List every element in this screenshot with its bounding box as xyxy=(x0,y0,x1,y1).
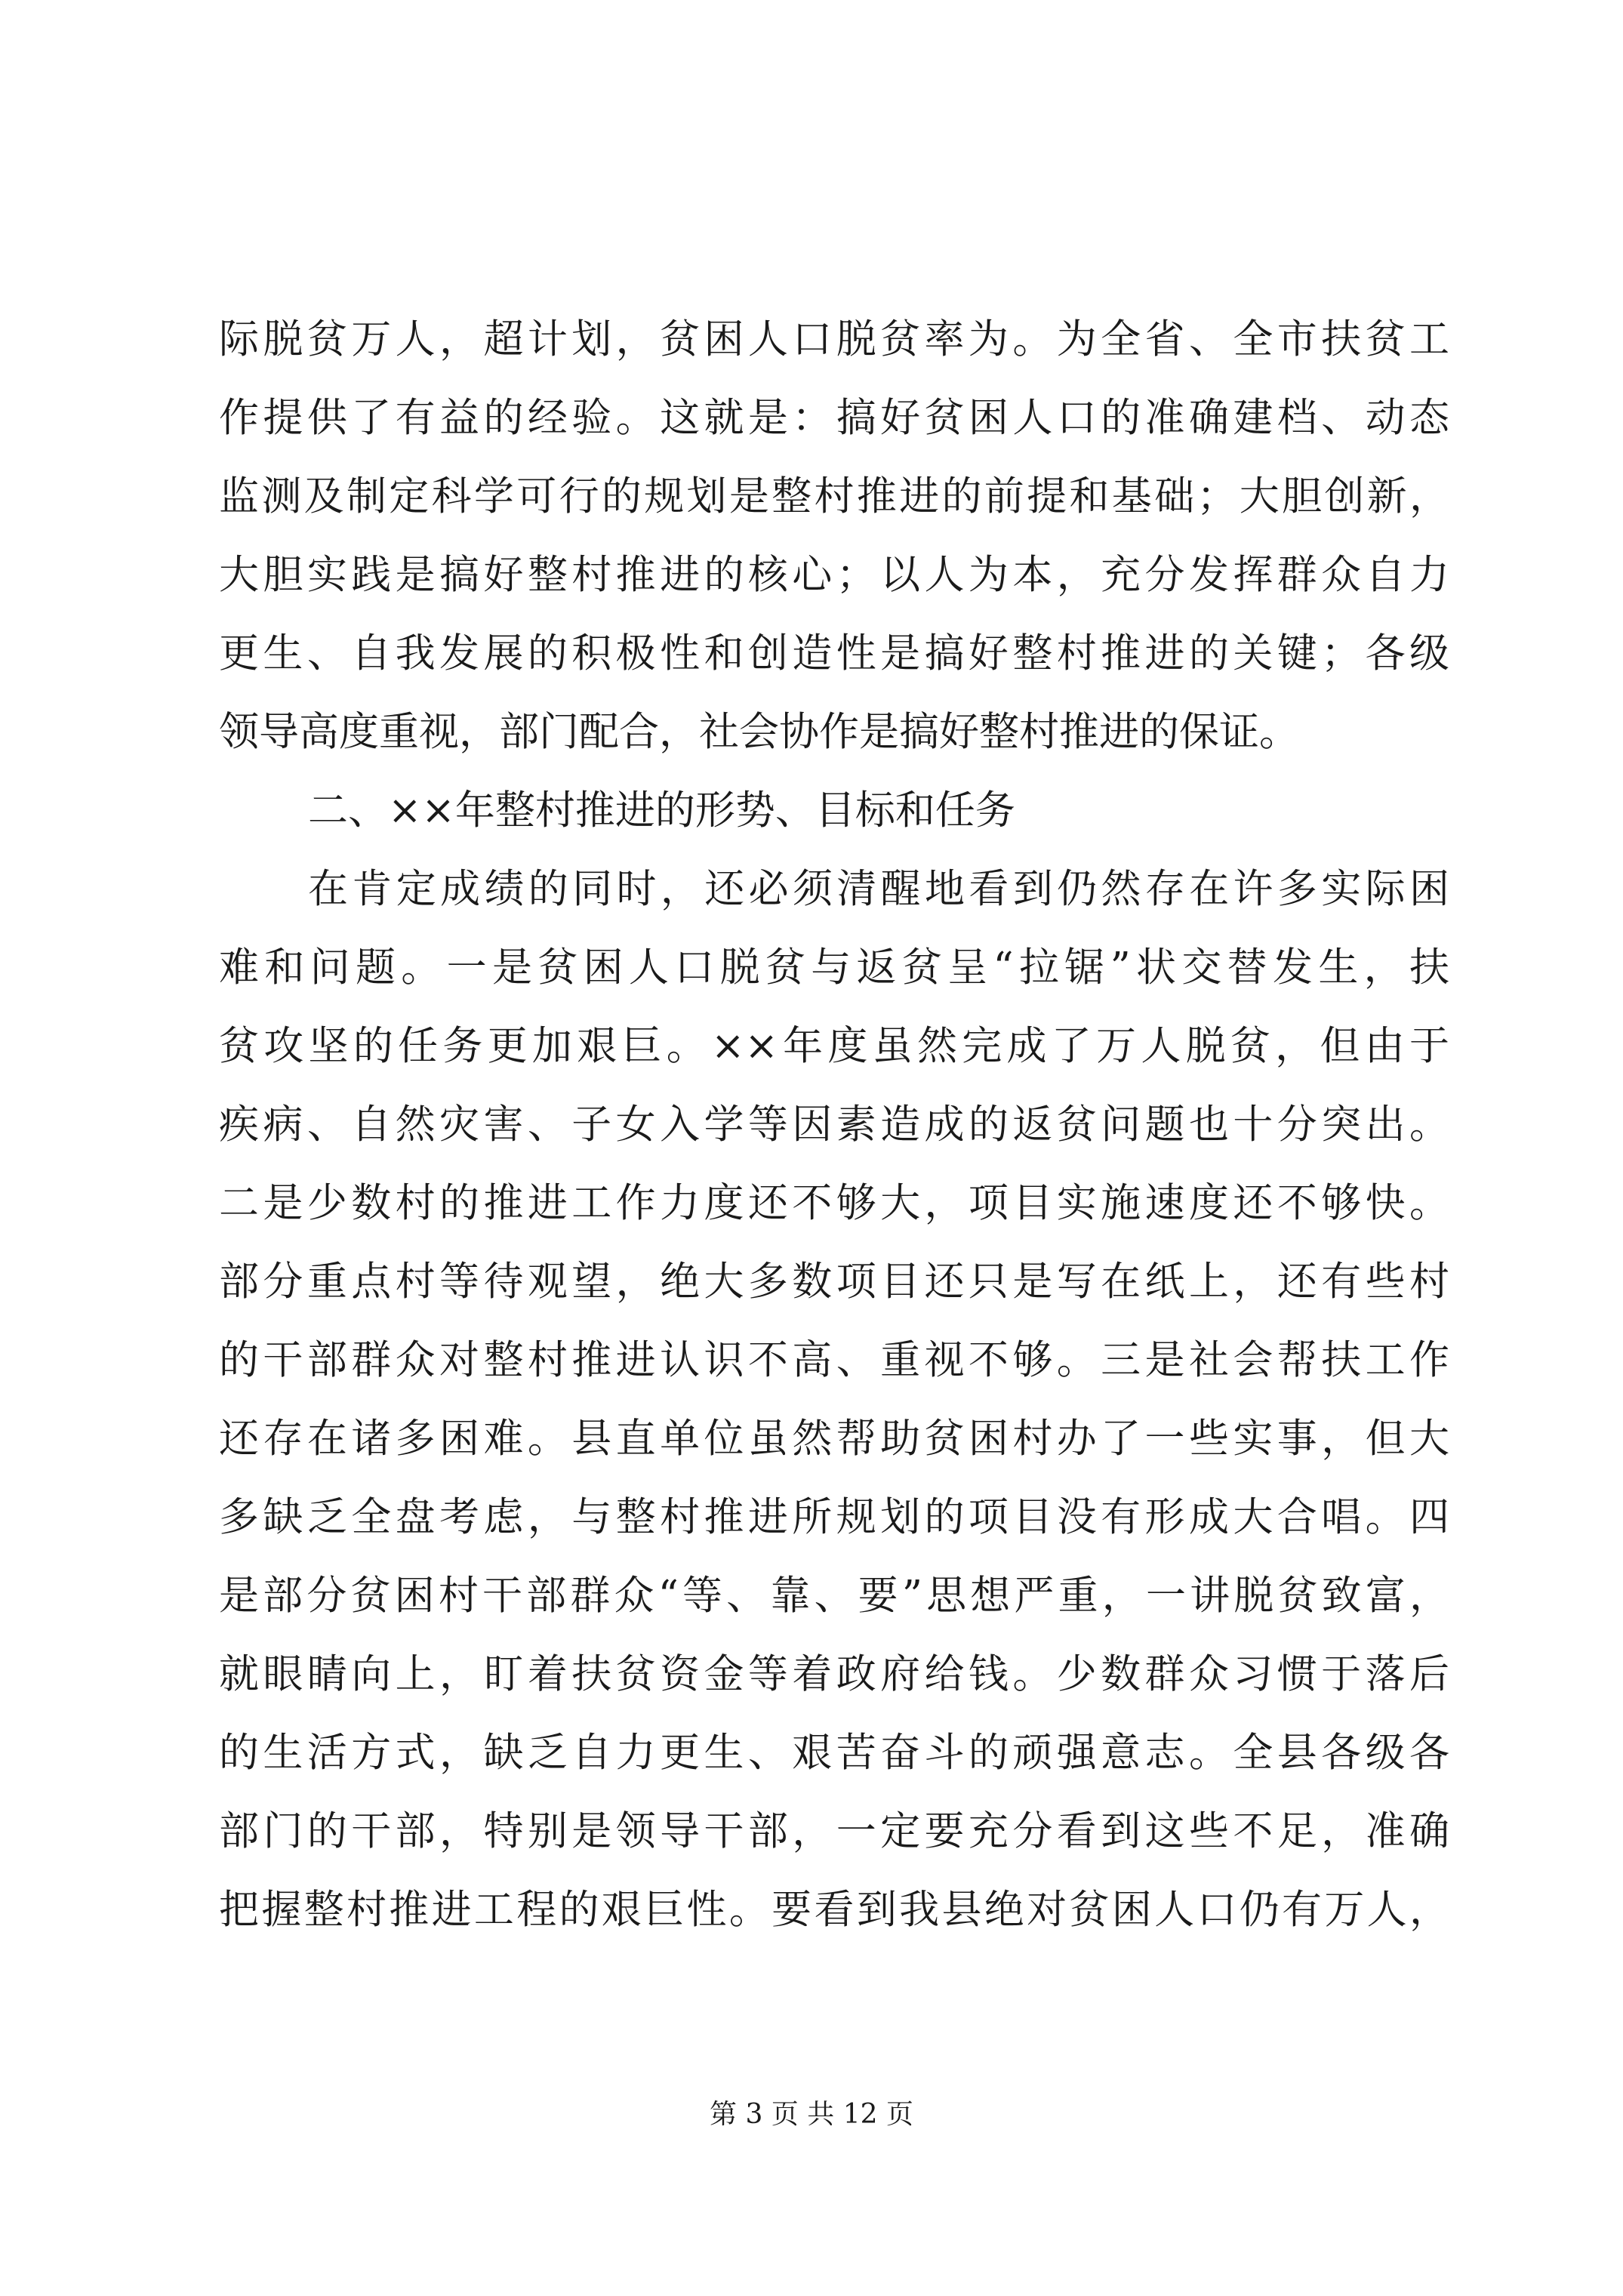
text-line: 在肯定成绩的同时，还必须清醒地看到仍然存在许多实际困 xyxy=(308,866,1449,912)
text-line: 就眼睛向上，盯着扶贫资金等着政府给钱。少数群众习惯于落后 xyxy=(219,1651,1449,1697)
text-line: 把握整村推进工程的艰巨性。要看到我县绝对贫困人口仍有万人， xyxy=(219,1887,1449,1933)
text-line: 疾病、自然灾害、子女入学等因素造成的返贫问题也十分突出。 xyxy=(219,1102,1449,1148)
text-line: 大胆实践是搞好整村推进的核心；以人为本，充分发挥群众自力 xyxy=(219,552,1449,598)
text-line: 监测及制定科学可行的规划是整村推进的前提和基础；大胆创新， xyxy=(219,473,1449,519)
text-line: 贫攻坚的任务更加艰巨。××年度虽然完成了万人脱贫，但由于 xyxy=(219,1023,1449,1069)
text-line: 是部分贫困村干部群众“等、靠、要”思想严重，一讲脱贫致富， xyxy=(219,1573,1449,1619)
text-line: 际脱贫万人，超计划，贫困人口脱贫率为。为全省、全市扶贫工 xyxy=(219,316,1449,362)
text-line: 作提供了有益的经验。这就是：搞好贫困人口的准确建档、动态 xyxy=(219,395,1449,441)
text-line: 部门的干部，特别是领导干部，一定要充分看到这些不足，准确 xyxy=(219,1808,1449,1854)
page-footer: 第 3 页 共 12 页 xyxy=(710,2099,913,2130)
text-line: 更生、自我发展的积极性和创造性是搞好整村推进的关键；各级 xyxy=(219,630,1449,676)
text-line: 还存在诸多困难。县直单位虽然帮助贫困村办了一些实事，但大 xyxy=(219,1416,1449,1462)
text-line: 二是少数村的推进工作力度还不够大，项目实施速度还不够快。 xyxy=(219,1180,1449,1226)
text-line: 难和问题。一是贫困人口脱贫与返贫呈“拉锯”状交替发生，扶 xyxy=(219,945,1449,991)
text-line: 多缺乏全盘考虑，与整村推进所规划的项目没有形成大合唱。四 xyxy=(219,1494,1449,1540)
text-line: 部分重点村等待观望，绝大多数项目还只是写在纸上，还有些村 xyxy=(219,1259,1449,1305)
text-line: 的干部群众对整村推进认识不高、重视不够。三是社会帮扶工作 xyxy=(219,1337,1449,1383)
text-line: 的生活方式，缺乏自力更生、艰苦奋斗的顽强意志。全县各级各 xyxy=(219,1730,1449,1776)
document-body xyxy=(219,300,1449,1949)
text-line: 领导高度重视，部门配合，社会协作是搞好整村推进的保证。 xyxy=(219,709,1299,755)
section-heading: 二、××年整村推进的形势、目标和任务 xyxy=(308,787,1015,834)
